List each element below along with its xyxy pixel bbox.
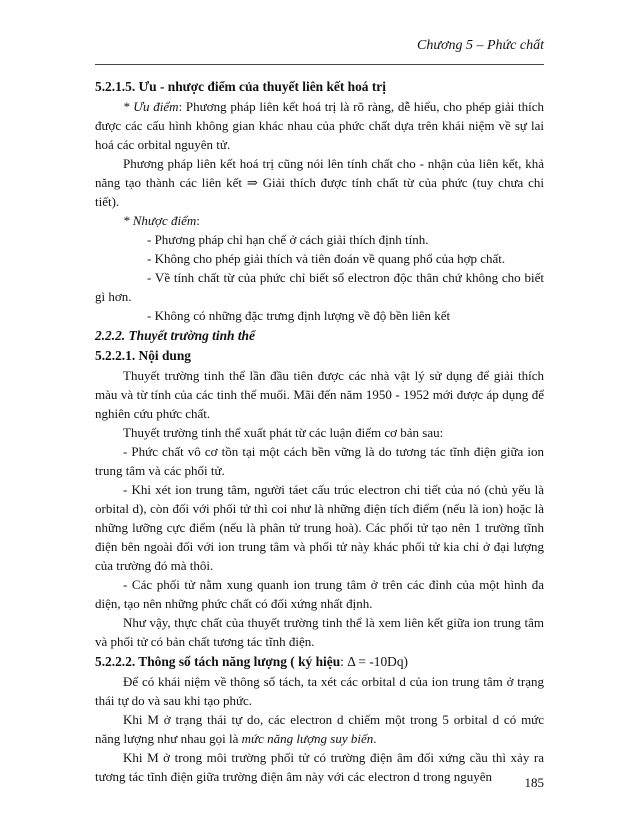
paragraph: Phương pháp liên kết hoá trị cũng nói lên tính chất cho - nhận của liên kết, khả năng tạo thành các liên kết ⇒ Giải thích được tính chất từ của phức (tuy chưa chi tiết). (95, 156, 544, 209)
section-heading-5-2-2-2 (95, 652, 544, 671)
heading-part: : Δ = -10Dq) (340, 654, 409, 669)
disadvantages-label: * Nhược điểm (123, 213, 197, 228)
paragraph: - Khi xét ion trung tâm, người táet cấu trúc electron chi tiết của nó (chủ yếu là orbital d), còn đối với phối tử thì coi như là những điện tích điểm (nếu là ion) hoặc là những lưỡng cực điểm (nếu là phân tử trung hoà). Các phối tử tạo nên 1 trường tĩnh điện bên ngoài đối với ion trung tâm và phối tử này khác phối tử kia chỉ ở đại lượng của trường đó mà thôi. (95, 482, 544, 573)
header-rule (95, 64, 544, 65)
paragraph: Thuyết trường tinh thể lần đầu tiên được các nhà vật lý sử dụng để giải thích màu và từ tính của các tinh thể muối. Mãi đến năm 1950 - 1952 mới được áp dụng để nghiên cứu phức chất. (95, 368, 544, 421)
paragraph: Thuyết trường tinh thể xuất phát từ các luận điểm cơ bản sau: (123, 425, 444, 440)
emphasis-term: mức năng lượng suy biến (241, 731, 374, 746)
heading-part: ( ký hiệu (286, 654, 341, 669)
disadvantages-paragraph (95, 211, 544, 230)
paragraph: - Các phối tử nằm xung quanh ion trung tâm ở trên các đỉnh của một hình đa diện, tạo nên những phức chất có đối xứng nhất định. (95, 577, 544, 611)
list-item: - Phương pháp chỉ hạn chế ở cách giải thích định tính. (147, 232, 429, 247)
page-number: 185 (524, 775, 544, 790)
page-body (95, 76, 544, 786)
advantages-text: : Phương pháp liên kết hoá trị là rõ ràng, dễ hiểu, cho phép giải thích được các cấu hình không gian khác nhau của phức chất dựa trên khái niệm về sự lai hoá các orbital nguyên tử. (95, 99, 544, 152)
section-heading-5-2-2-1: 5.2.2.1. Nội dung (95, 348, 191, 363)
advantages-label: * Ưu điểm (123, 99, 179, 114)
paragraph: Để có khái niệm về thông số tách, ta xét các orbital d của ion trung tâm ở trạng thái tự do và sau khi tạo phức. (95, 674, 544, 708)
heading-part: 5.2.2.2. Thông số tách năng lượng (95, 654, 287, 669)
paragraph (95, 710, 544, 748)
running-header: Chương 5 – Phức chất (417, 38, 544, 53)
list-item: - Không cho phép giải thích và tiên đoán về quang phổ của hợp chất. (147, 251, 506, 266)
paragraph: Khi M ở trong môi trường phối tử có trường điện âm đối xứng cầu thì xảy ra tương tác tĩnh điện giữa trường điện âm này với các electron d trong nguyên (95, 750, 544, 784)
section-heading-2-2-2: 2.2.2. Thuyết trường tinh thể (95, 328, 255, 343)
text-run: Khi M ở trạng thái tự do, các electron d chiếm một trong 5 orbital d có mức năng lượng như nhau gọi là (95, 712, 544, 746)
section-heading-5-2-1-5: 5.2.1.5. Ưu - nhược điểm của thuyết liên kết hoá trị (95, 79, 386, 94)
list-item: - Không có những đặc trưng định lượng về độ bền liên kết (147, 308, 451, 323)
text-run: . (373, 731, 377, 746)
paragraph: Như vậy, thực chất của thuyết trường tinh thể là xem liên kết giữa ion trung tâm và phối tử có bản chất tương tác tĩnh điện. (95, 615, 544, 649)
advantages-paragraph (95, 97, 544, 154)
disadvantages-colon: : (196, 213, 200, 228)
paragraph: - Phức chất vô cơ tồn tại một cách bền vững là do tương tác tĩnh điện giữa ion trung tâm và các phối tử. (95, 444, 544, 478)
list-item: - Về tính chất từ của phức chỉ biết số electron độc thân chứ không cho biết gì hơn. (95, 270, 544, 304)
